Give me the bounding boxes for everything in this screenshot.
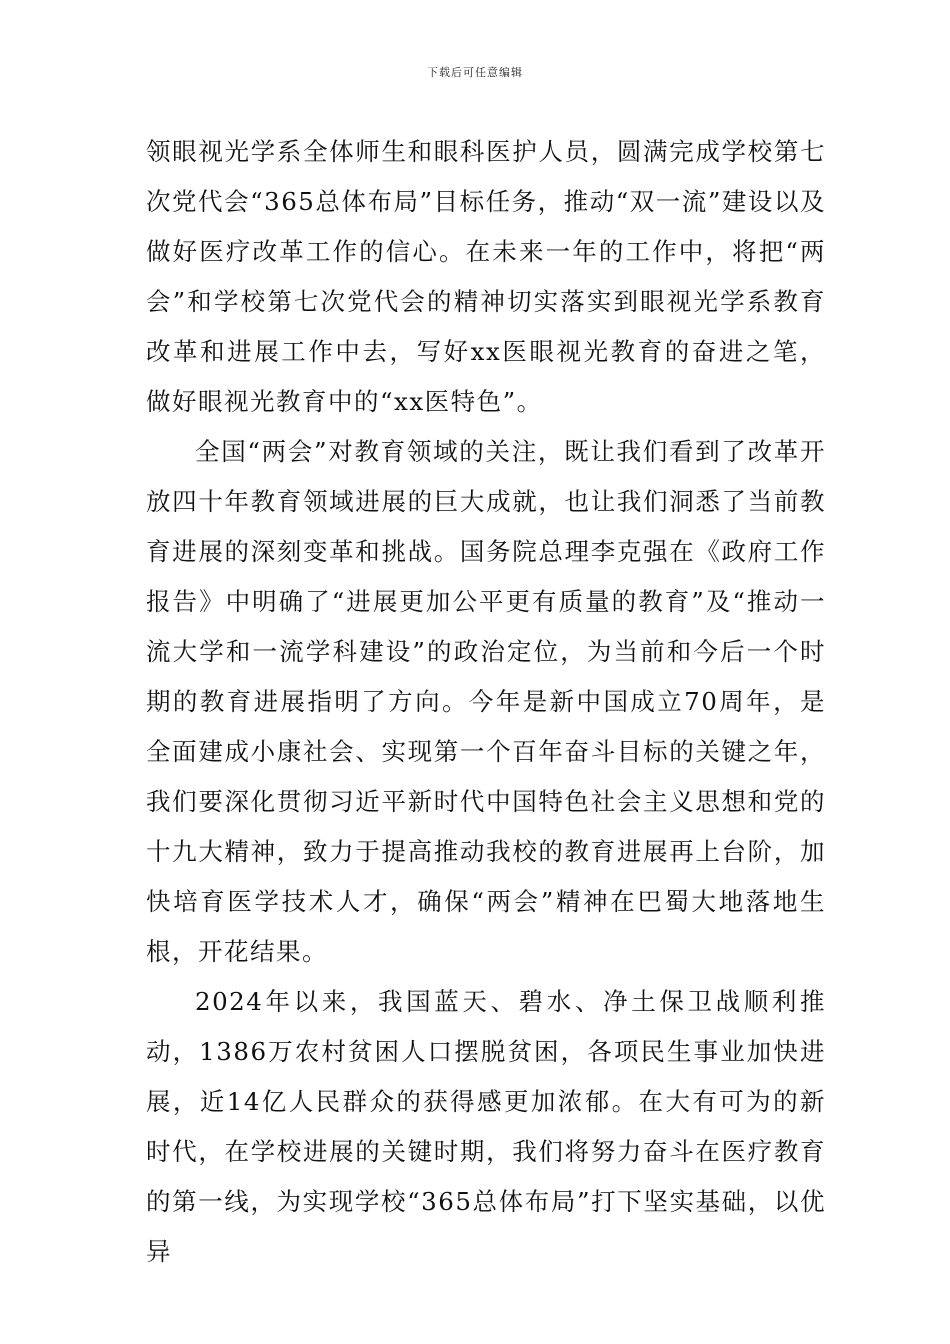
- paragraph-3: 2024年以来，我国蓝天、碧水、净土保卫战顺利推动，1386万农村贫困人口摆脱贫困，各项民生事业加快进展，近14亿人民群众的获得感更加浓郁。在大有可为的新时代，在学校进展的关键时期，我们将努力奋斗在医疗教育的第一线，为实现学校“365总体布局”打下坚实基础，以优异: [146, 987, 826, 1266]
- document-body: [146, 127, 826, 1277]
- paragraph-2: 全国“两会”对教育领域的关注，既让我们看到了改革开放四十年教育领域进展的巨大成就，也让我们洞悉了当前教育进展的深刻变革和挑战。国务院总理李克强在《政府工作报告》中明确了“进展更加公平更有质量的教育”及“推动一流大学和一流学科建设”的政治定位，为当前和今后一个时期的教育进展指明了方向。今年是新中国成立70周年，是全面建成小康社会、实现第一个百年奋斗目标的关键之年，我们要深化贯彻习近平新时代中国特色社会主义思想和党的十九大精神，致力于提高推动我校的教育进展再上台阶，加快培育医学技术人才，确保“两会”精神在巴蜀大地落地生根，开花结果。: [146, 437, 826, 966]
- paragraph-1: 领眼视光学系全体师生和眼科医护人员，圆满完成学校第七次党代会“365总体布局”目标任务，推动“双一流”建设以及做好医疗改革工作的信心。在未来一年的工作中，将把“两会”和学校第七次党代会的精神切实落实到眼视光学系教育改革和进展工作中去，写好xx医眼视光教育的奋进之笔，做好眼视光教育中的“xx医特色”。: [146, 137, 826, 416]
- page-header-note: 下载后可任意编辑: [427, 66, 523, 79]
